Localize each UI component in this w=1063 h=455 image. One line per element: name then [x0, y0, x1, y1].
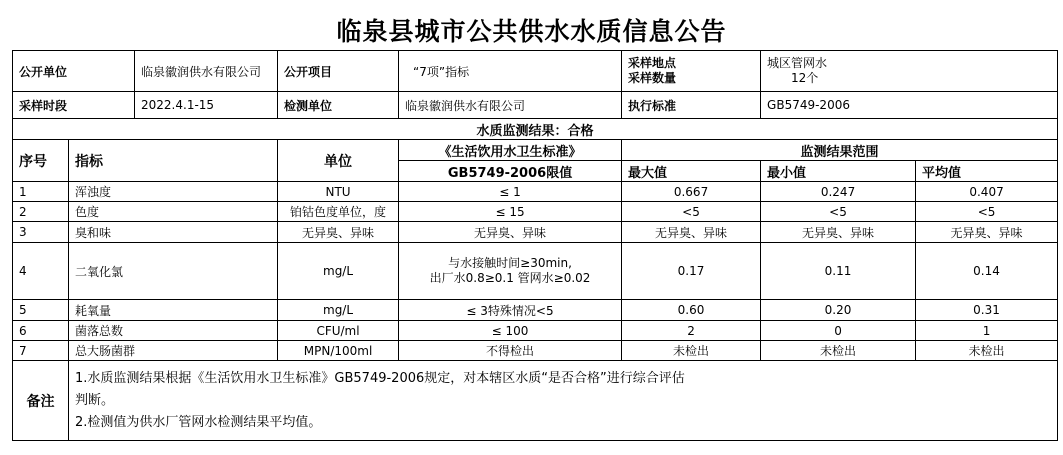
row-no: 1 — [13, 182, 69, 202]
table-row — [13, 202, 1058, 222]
header-limit-line1: 《生活饮用水卫生标准》 — [399, 140, 622, 161]
header-no: 序号 — [13, 140, 69, 182]
row-limit: ≤ 3特殊情况<5 — [399, 300, 622, 321]
sampling-period-value: 2022.4.1-15 — [135, 92, 278, 119]
table-row — [13, 300, 1058, 321]
row-max: 未检出 — [622, 341, 761, 361]
result-summary-row — [13, 119, 1058, 140]
row-avg: 0.31 — [916, 300, 1058, 321]
info-row-2 — [13, 92, 1058, 119]
disclosure-unit-label: 公开单位 — [13, 51, 135, 92]
header-max: 最大值 — [622, 161, 761, 182]
table-row — [13, 321, 1058, 341]
row-unit: 铂钴色度单位，度 — [278, 202, 399, 222]
disclosure-item-label: 公开项目 — [278, 51, 399, 92]
row-indicator: 二氧化氯 — [69, 243, 278, 300]
header-avg: 平均值 — [916, 161, 1058, 182]
row-min: 未检出 — [761, 341, 916, 361]
row-unit: mg/L — [278, 243, 399, 300]
table-row — [13, 222, 1058, 243]
row-min: 0 — [761, 321, 916, 341]
row-min: 无异臭、异味 — [761, 222, 916, 243]
notes-content — [69, 361, 1058, 441]
row-indicator: 菌落总数 — [69, 321, 278, 341]
row-max: 0.60 — [622, 300, 761, 321]
row-indicator: 臭和味 — [69, 222, 278, 243]
table-row — [13, 182, 1058, 202]
disclosure-unit-value: 临泉徽润供水有限公司 — [135, 51, 278, 92]
header-indicator: 指标 — [69, 140, 278, 182]
row-min: <5 — [761, 202, 916, 222]
row-avg: 1 — [916, 321, 1058, 341]
row-indicator: 色度 — [69, 202, 278, 222]
row-unit: mg/L — [278, 300, 399, 321]
row-no: 4 — [13, 243, 69, 300]
row-indicator: 耗氧量 — [69, 300, 278, 321]
row-no: 5 — [13, 300, 69, 321]
sampling-values — [761, 51, 1058, 92]
note-line-2: 判断。 — [75, 392, 115, 408]
row-unit: 无异臭、异味 — [278, 222, 399, 243]
row-unit: CFU/ml — [278, 321, 399, 341]
row-limit — [399, 243, 622, 300]
header-row-1 — [13, 140, 1058, 161]
row-max: 无异臭、异味 — [622, 222, 761, 243]
notes-label: 备注 — [13, 361, 69, 441]
row-max: <5 — [622, 202, 761, 222]
row-limit: 无异臭、异味 — [399, 222, 622, 243]
row-indicator: 浑浊度 — [69, 182, 278, 202]
row-max: 0.17 — [622, 243, 761, 300]
row-max: 0.667 — [622, 182, 761, 202]
testing-unit-value: 临泉徽润供水有限公司 — [399, 92, 622, 119]
row-limit: ≤ 15 — [399, 202, 622, 222]
page-title: 临泉县城市公共供水水质信息公告 — [336, 17, 727, 46]
row-min: 0.11 — [761, 243, 916, 300]
disclosure-item-value: “7项”指标 — [399, 51, 622, 92]
row-limit: ≤ 100 — [399, 321, 622, 341]
sampling-count-label: 采样数量 — [628, 71, 677, 85]
sampling-location-value: 城区管网水 — [767, 56, 828, 70]
standard-value: GB5749-2006 — [761, 92, 1058, 119]
testing-unit-label: 检测单位 — [278, 92, 399, 119]
row-max: 2 — [622, 321, 761, 341]
row-no: 3 — [13, 222, 69, 243]
sampling-location-label: 采样地点 — [628, 56, 677, 70]
row-limit: ≤ 1 — [399, 182, 622, 202]
header-unit: 单位 — [278, 140, 399, 182]
row-avg: 0.407 — [916, 182, 1058, 202]
notes-row — [13, 361, 1058, 441]
row-no: 6 — [13, 321, 69, 341]
header-min: 最小值 — [761, 161, 916, 182]
result-summary: 水质监测结果：合格 — [13, 119, 1058, 140]
row-limit-line2: 出厂水0.8≥0.1 管网水≥0.02 — [429, 271, 591, 285]
note-line-1: 1.水质监测结果根据《生活饮用水卫生标准》GB5749-2006规定，对本辖区水质“是否合格”进行综合评估 — [75, 370, 685, 386]
header-range: 监测结果范围 — [622, 140, 1058, 161]
row-unit: MPN/100ml — [278, 341, 399, 361]
note-line-3: 2.检测值为供水厂管网水检测结果平均值。 — [75, 414, 322, 430]
header-limit-line2: GB5749-2006限值 — [399, 161, 622, 182]
table-row — [13, 243, 1058, 300]
water-quality-table — [12, 50, 1058, 441]
row-avg: 0.14 — [916, 243, 1058, 300]
row-no: 2 — [13, 202, 69, 222]
row-limit: 不得检出 — [399, 341, 622, 361]
row-unit: NTU — [278, 182, 399, 202]
sampling-labels — [622, 51, 761, 92]
row-avg: 未检出 — [916, 341, 1058, 361]
row-avg: <5 — [916, 202, 1058, 222]
row-avg: 无异臭、异味 — [916, 222, 1058, 243]
row-min: 0.20 — [761, 300, 916, 321]
standard-label: 执行标准 — [622, 92, 761, 119]
row-min: 0.247 — [761, 182, 916, 202]
row-indicator: 总大肠菌群 — [69, 341, 278, 361]
sampling-period-label: 采样时段 — [13, 92, 135, 119]
row-limit-line1: 与水接触时间≥30min, — [448, 256, 572, 270]
table-row — [13, 341, 1058, 361]
info-row-1 — [13, 51, 1058, 92]
sampling-count-value: 12个 — [791, 71, 819, 85]
row-no: 7 — [13, 341, 69, 361]
